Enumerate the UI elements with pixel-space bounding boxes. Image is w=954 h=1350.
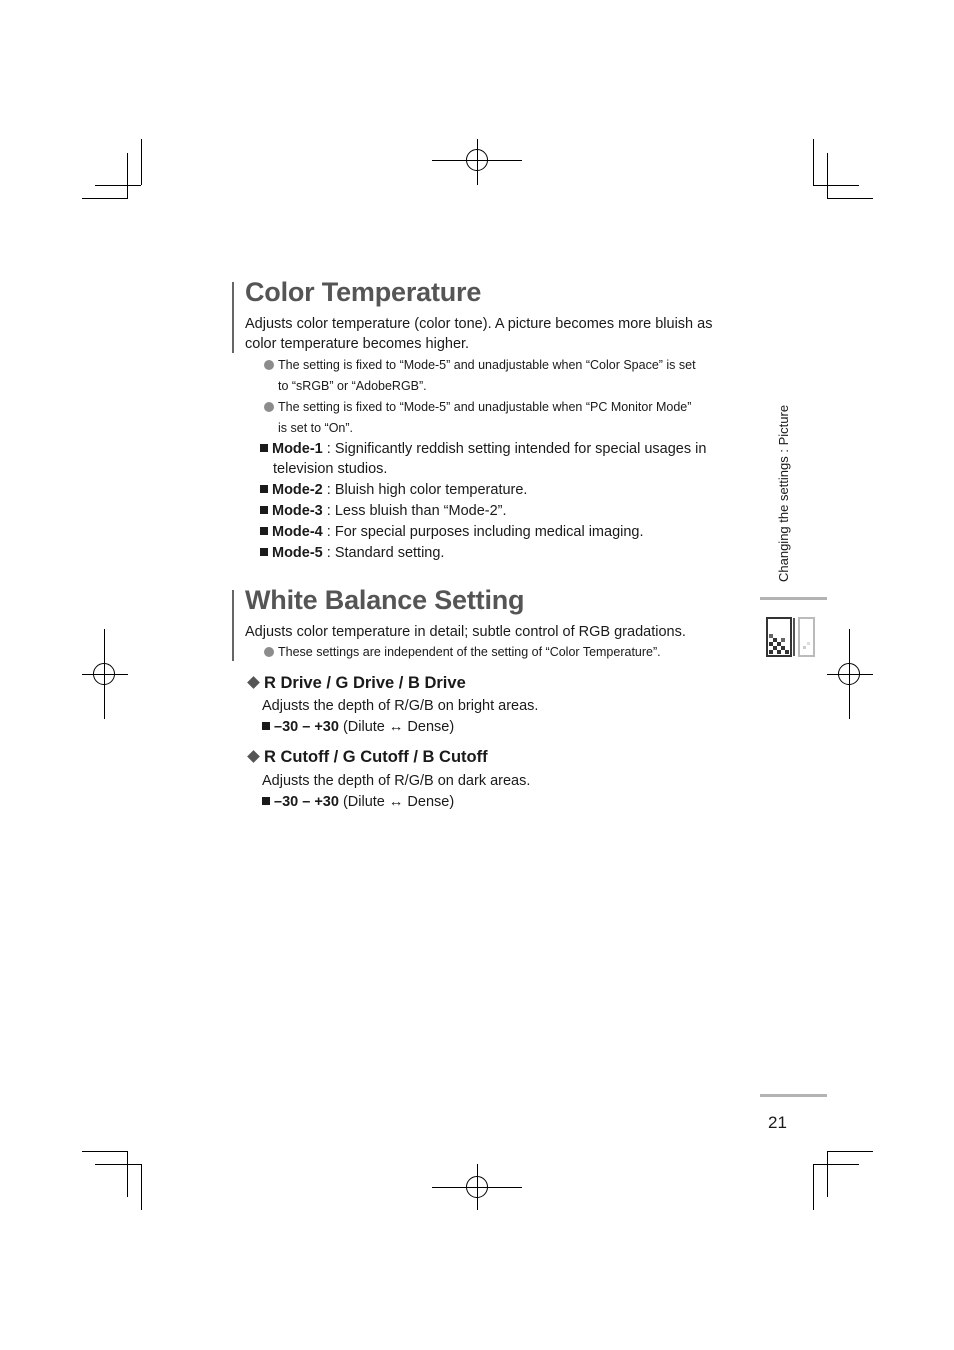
bullet-icon (264, 647, 274, 657)
drive-range: –30 – +30 (Dilute ↔ Dense) (262, 717, 454, 737)
bullet-icon (264, 360, 274, 370)
option-mode-2: Mode-2 : Bluish high color temperature. (260, 480, 740, 500)
square-bullet-icon (260, 444, 268, 452)
section-description: Adjusts color temperature (color tone). A picture becomes more bluish as color temperature becomes higher. (245, 316, 713, 352)
option-mode-1: Mode-1 : Significantly reddish setting intended for special usages in television studios. (260, 439, 740, 479)
drive-heading: R Drive / G Drive / B Drive (247, 674, 466, 693)
square-bullet-icon (260, 548, 268, 556)
note-item: The setting is fixed to “Mode-5” and unadjustable when “Color Space” is set to “sRGB” or “AdobeRGB”. (264, 355, 734, 397)
sidebar-rule (760, 1094, 827, 1097)
picture-settings-icon (766, 616, 816, 658)
page-number: 21 (768, 1113, 787, 1132)
square-bullet-icon (262, 797, 270, 805)
option-mode-3: Mode-3 : Less bluish than “Mode-2”. (260, 501, 740, 521)
section-title: White Balance Setting (245, 585, 525, 615)
diamond-bullet-icon (247, 676, 260, 689)
square-bullet-icon (260, 527, 268, 535)
note-item: These settings are independent of the setting of “Color Temperature”. (264, 642, 734, 663)
square-bullet-icon (262, 722, 270, 730)
section-bar (232, 590, 234, 661)
cutoff-description: Adjusts the depth of R/G/B on dark areas. (262, 773, 531, 789)
chapter-label: Changing the settings : Picture (776, 404, 791, 582)
sidebar-rule (760, 597, 827, 600)
cutoff-heading: R Cutoff / G Cutoff / B Cutoff (247, 748, 488, 767)
square-bullet-icon (260, 485, 268, 493)
cutoff-range: –30 – +30 (Dilute ↔ Dense) (262, 792, 454, 812)
bullet-icon (264, 402, 274, 412)
diamond-bullet-icon (247, 750, 260, 763)
section-bar (232, 282, 234, 353)
note-item: The setting is fixed to “Mode-5” and unadjustable when “PC Monitor Mode” is set to “On”. (264, 397, 734, 439)
section-title: Color Temperature (245, 277, 482, 307)
option-mode-5: Mode-5 : Standard setting. (260, 543, 740, 563)
square-bullet-icon (260, 506, 268, 514)
section-description: Adjusts color temperature in detail; subtle control of RGB gradations. (245, 624, 686, 640)
option-mode-4: Mode-4 : For special purposes including medical imaging. (260, 522, 740, 542)
drive-description: Adjusts the depth of R/G/B on bright areas. (262, 698, 539, 714)
